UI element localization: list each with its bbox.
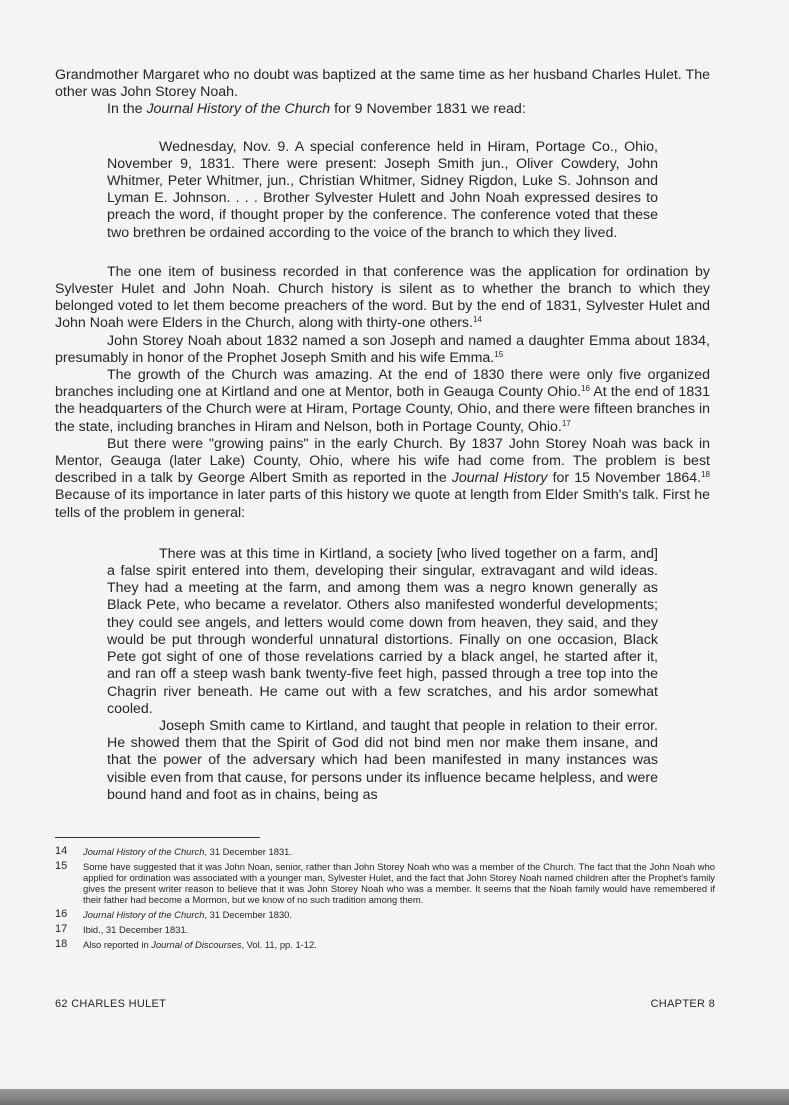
body-paragraph: John Storey Noah about 1832 named a son Joseph and named a daughter Emma about 1834, presumably in honor of the Prophet Joseph Smith and his wife Emma.$^{15}$ bbox=[55, 332, 710, 366]
footnote-number: 15 bbox=[55, 860, 68, 872]
footnote-text: Journal History of the Church, 31 December 1830. bbox=[83, 909, 292, 920]
footer-chapter: CHAPTER 8 bbox=[650, 998, 715, 1010]
body-paragraph: In the Journal History of the Church for 9 November 1831 we read: bbox=[107, 101, 526, 118]
footnote-number: 16 bbox=[55, 908, 68, 920]
footnote-rule bbox=[55, 837, 260, 838]
body-paragraph: Grandmother Margaret who no doubt was baptized at the same time as her husband Charles Hulet. The other was John Storey Noah. bbox=[55, 67, 710, 101]
footer-page-number-title: 62 CHARLES HULET bbox=[55, 998, 167, 1010]
block-quote-paragraph: There was at this time in Kirtland, a society [who lived together on a farm, and] a false spirit entered into them, developing their singular, extravagant and wild ideas. They had a meeting at the farm, and among them was a negro known generally as Black Pete, who became a revelator. Others also manifested wonderful developments; they could see angels, and letters would come down from heaven, they said, and they would be put through wonderful unnatural distortions. Finally on one occasion, Black Pete got sight of one of those revelations carried by a black angel, he started after it, and ran off a steep wash bank twenty-five feet high, passed through a tree top into the Chagrin river beneath. He came out with a few scratches, and his ardor somewhat cooled. bbox=[107, 545, 658, 717]
footnote-text: Some have suggested that it was John Noan, senior, rather than John Storey Noah who was a member of the Church. The fact that the John Noah who applied for ordination was associated with a younger man, Sylvester Hulet, and the fact that John Storey Noah named children after the Prophet's family gives the present writer reason to believe that it was John Storey Noah who was a member. It seems that the Noah family would have remembered if their father had become a Mormon, but we know of no such tradition among them. bbox=[83, 861, 715, 905]
body-text bbox=[55, 67, 710, 804]
scan-edge-bar bbox=[0, 1089, 789, 1105]
footnote-text: Journal History of the Church, 31 December 1831. bbox=[83, 846, 292, 857]
footnote-14 bbox=[55, 846, 715, 857]
footnote-number: 17 bbox=[55, 923, 68, 935]
footnote-number: 14 bbox=[55, 845, 68, 857]
footnote-number: 18 bbox=[55, 938, 68, 950]
footnote-text: Also reported in Journal of Discourses, Vol. 11, pp. 1-12. bbox=[83, 939, 317, 950]
footnotes bbox=[55, 846, 715, 954]
body-paragraph: The growth of the Church was amazing. At the end of 1830 there were only five organized branches including one at Kirtland and one at Mentor, both in Geauga County Ohio.$^{16}$ At the end of 1831 the headquarters of the Church were at Hiram, Portage County, Ohio, and there were fifteen branches in the state, including branches in Hiram and Nelson, both in Portage County, Ohio.$^{17}$ bbox=[55, 367, 710, 435]
block-quote-paragraph: Wednesday, Nov. 9. A special conference held in Hiram, Portage Co., Ohio, November 9, 1831. There were present: Joseph Smith jun., Oliver Cowdery, John Whitmer, Peter Whitmer, jun., Christian Whitmer, Sidney Rigdon, Luke S. Johnson and Lyman E. Johnson. . . . Brother Sylvester Hulett and John Noah expressed desires to preach the word, if thought proper by the conference. The conference voted that these two brethren be ordained according to the voice of the branch to which they lived. bbox=[107, 138, 658, 241]
footnote-18 bbox=[55, 939, 715, 950]
footnote-16 bbox=[55, 909, 715, 920]
block-quote-paragraph: Joseph Smith came to Kirtland, and taught that people in relation to their error. He showed them that the Spirit of God did not bind men nor make them insane, and that the power of the adversary which had been manifested in many instances was visible even from that cause, for persons under its influence became helpless, and were bound hand and foot as in chains, being as bbox=[107, 717, 658, 803]
footnote-text: Ibid., 31 December 1831. bbox=[83, 924, 189, 935]
body-paragraph: But there were "growing pains" in the early Church. By 1837 John Storey Noah was back in Mentor, Geauga (later Lake) County, Ohio, where his wife had come from. The problem is best described in a talk by George Albert Smith as reported in the Journal History for 15 November 1864.18 Because of its importance in later parts of this history we quote at length from Elder Smith's talk. First he tells of the problem in general: bbox=[55, 435, 710, 521]
footnote-15 bbox=[55, 861, 715, 905]
body-paragraph: The one item of business recorded in that conference was the application for ordination by Sylvester Hulet and John Noah. Church history is silent as to whether the branch to which they belonged voted to let them become preachers of the word. But by the end of 1831, Sylvester Hulet and John Noah were Elders in the Church, along with thirty-one others.$^{14}$ bbox=[55, 263, 710, 332]
footnote-17 bbox=[55, 924, 715, 935]
